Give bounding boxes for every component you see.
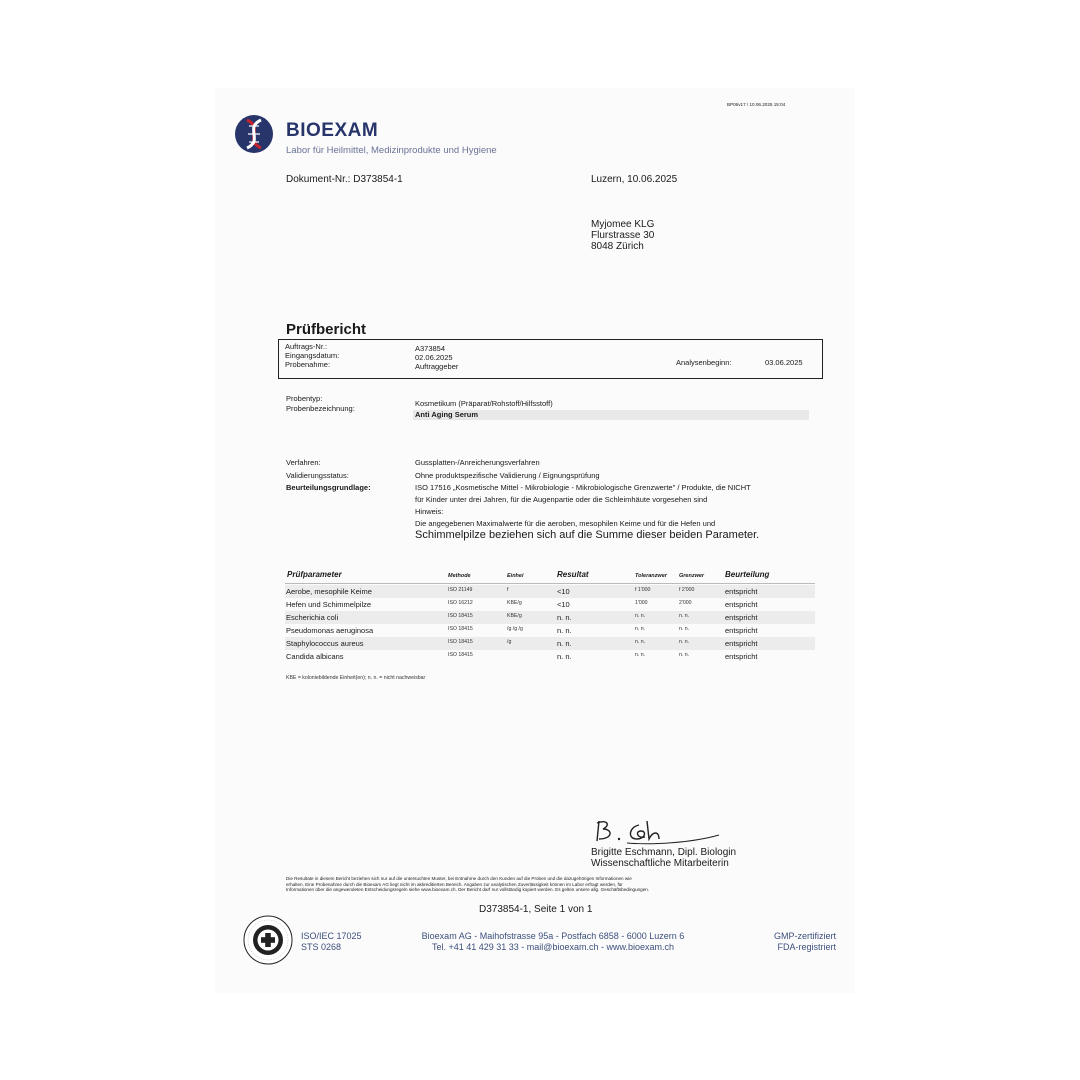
order-value: A373854 — [415, 344, 446, 353]
cell-tolerance: f 1'000 — [635, 587, 651, 593]
cell-unit: /g /g /g — [507, 626, 523, 632]
cell-assessment: entspricht — [725, 652, 758, 661]
document-number: Dokument-Nr.: D373854-1 — [286, 174, 403, 185]
accreditation-info — [301, 931, 362, 953]
fda-label: FDA-registriert — [777, 942, 836, 952]
signature-block — [591, 847, 736, 869]
sampling-value: Auftraggeber — [415, 362, 459, 371]
recipient-line: Myjomee KLG — [591, 219, 655, 230]
table-row — [285, 637, 815, 650]
cell-limit: n. n. — [679, 613, 690, 619]
cell-method: ISO 21149 — [448, 587, 473, 593]
sample-type-label: Probentyp: — [286, 394, 323, 403]
cell-parameter: Pseudomonas aeruginosa — [286, 626, 374, 635]
sampling-label: Probenahme: — [285, 360, 331, 369]
header-parameter: Prüfparameter — [287, 570, 342, 579]
signer-name: Brigitte Eschmann, Dipl. Biologin — [591, 847, 737, 858]
cell-limit: n. n. — [679, 652, 690, 658]
basis-text: für Kinder unter drei Jahren, für die Augenpartie oder die Schleimhäute vorgesehen sind — [415, 495, 708, 504]
header-limit: Grenzwer — [679, 573, 705, 579]
accreditation-number: STS 0268 — [301, 942, 342, 952]
page-info: D373854-1, Seite 1 von 1 — [479, 904, 593, 915]
cell-result: <10 — [557, 600, 570, 609]
recipient-line: 8048 Zürich — [591, 241, 644, 252]
place-date: Luzern, 10.06.2025 — [591, 174, 678, 185]
address-line: Bioexam AG - Maihofstrasse 95a - Postfach 6858 - 6000 Luzern 6 — [421, 931, 685, 941]
certifications — [735, 931, 836, 953]
cell-assessment: entspricht — [725, 639, 758, 648]
report-title: Prüfbericht — [286, 321, 367, 338]
received-value: 02.06.2025 — [415, 353, 453, 362]
cell-result: <10 — [557, 587, 570, 596]
note-text: Schimmelpilze beziehen sich auf die Summe dieser beiden Parameter. — [415, 529, 760, 541]
cell-parameter: Hefen und Schimmelpilze — [286, 600, 372, 609]
table-row — [285, 650, 815, 663]
note-text: Die angegebenen Maximalwerte für die aeroben, mesophilen Keime und für die Hefen und — [415, 519, 716, 528]
recipient-address — [591, 219, 654, 252]
cell-parameter: Staphylococcus aureus — [286, 639, 364, 648]
cell-limit: 2'000 — [679, 600, 692, 606]
company-subtitle: Labor für Heilmittel, Medizinprodukte und Hygiene — [286, 145, 497, 156]
cell-method: ISO 18415 — [448, 613, 473, 619]
cell-result: n. n. — [557, 626, 572, 635]
accreditation-norm: ISO/IEC 17025 — [301, 931, 362, 941]
cell-method: ISO 16212 — [448, 600, 473, 606]
table-row — [285, 598, 815, 611]
procedure-label: Verfahren: — [286, 458, 321, 467]
cell-assessment: entspricht — [725, 626, 758, 635]
contact-line: Tel. +41 41 429 31 33 - mail@bioexam.ch - www.bioexam.ch — [431, 942, 674, 952]
cell-limit: n. n. — [679, 639, 690, 645]
procedure-value: Gussplatten-/Anreicherungsverfahren — [415, 458, 540, 467]
cell-parameter: Aerobe, mesophile Keime — [286, 587, 372, 596]
header-unit: Einhei — [507, 573, 524, 579]
disclaimer-line: erhalten. Eine Probenahme durch die Bioexam AG liegt nicht im akkreditierten Bereich. Angaben zur analytischen Zuverlässigkeit können im Labor erfragt werden, für — [286, 881, 623, 887]
order-info-box — [278, 339, 823, 379]
cell-assessment: entspricht — [725, 613, 758, 622]
cell-unit: KBE/g — [507, 600, 522, 606]
note-label: Hinweis: — [415, 507, 444, 516]
cell-result: n. n. — [557, 613, 572, 622]
results-table-header — [285, 568, 815, 584]
analysis-start-label: Analysenbeginn: — [676, 358, 732, 367]
validation-label: Validierungsstatus: — [286, 471, 349, 480]
table-legend: KBE = koloniebildende Einheit(en); n. n. = nicht nachweisbar — [286, 675, 426, 681]
cell-tolerance: 1'000 — [635, 600, 648, 606]
cell-result: n. n. — [557, 639, 572, 648]
cell-method: ISO 18415 — [448, 639, 473, 645]
header-assessment: Beurteilung — [725, 570, 770, 579]
cell-limit: n. n. — [679, 626, 690, 632]
company-name: BIOEXAM — [286, 120, 379, 141]
sample-name-label: Probenbezeichnung: — [286, 404, 355, 413]
recipient-line: Flurstrasse 30 — [591, 230, 655, 241]
cell-unit: f — [507, 587, 509, 593]
disclaimer-line: Die Resultate in diesem Bericht beziehen sich nur auf die untersuchten Muster, bei Entnahme durch den Kunden auf die Proben und die dazugehörigen Informationen wie — [286, 876, 632, 881]
cell-tolerance: n. n. — [635, 639, 646, 645]
gmp-label: GMP-zertifiziert — [773, 931, 836, 941]
cell-unit: /g — [507, 639, 512, 645]
signature-icon — [591, 815, 721, 847]
sample-type-value: Kosmetikum (Präparat/Rohstoff/Hilfsstoff) — [415, 399, 553, 408]
company-address — [389, 931, 717, 953]
cell-tolerance: n. n. — [635, 626, 646, 632]
table-row — [285, 624, 815, 637]
analysis-start-value: 03.06.2025 — [765, 358, 803, 367]
cell-tolerance: n. n. — [635, 613, 646, 619]
cell-parameter: Escherichia coli — [286, 613, 339, 622]
cell-assessment: entspricht — [725, 600, 758, 609]
version-stamp: BP06v17 / 10.06.2025 15:04 — [727, 102, 786, 107]
cell-result: n. n. — [557, 652, 572, 661]
order-values — [415, 344, 458, 371]
header-result: Resultat — [557, 570, 589, 579]
header-method: Methode — [448, 573, 471, 579]
disclaimer — [286, 876, 649, 893]
bioexam-logo-icon — [234, 114, 274, 154]
cell-assessment: entspricht — [725, 587, 758, 596]
accreditation-seal-icon — [243, 915, 293, 965]
table-row — [285, 611, 815, 624]
disclaimer-line: Informationen über die angewendeten Entscheidungsregeln siehe www.bioexam.ch. Der Bericht darf nur vollständig kopiert werden. Es gelten unsere allg. Geschäftsbedingungen. — [286, 887, 650, 893]
cell-method: ISO 18415 — [448, 652, 473, 658]
sample-name-value: Anti Aging Serum — [415, 410, 479, 419]
cell-tolerance: n. n. — [635, 652, 646, 658]
validation-value: Ohne produktspezifische Validierung / Eignungsprüfung — [415, 471, 600, 480]
cell-method: ISO 18415 — [448, 626, 473, 632]
order-labels — [285, 342, 339, 369]
basis-label: Beurteilungsgrundlage: — [286, 483, 371, 492]
signer-role: Wissenschaftliche Mitarbeiterin — [591, 858, 729, 869]
table-row — [285, 585, 815, 598]
report-page — [215, 88, 855, 993]
header-tolerance: Toleranzwer — [635, 573, 667, 579]
cell-parameter: Candida albicans — [286, 652, 344, 661]
cell-limit: f 2'000 — [679, 587, 695, 593]
basis-text: ISO 17516 „Kosmetische Mittel - Mikrobiologie - Mikrobiologische Grenzwerte" / Produkte, die NICHT — [415, 483, 751, 492]
order-label: Auftrags-Nr.: — [285, 342, 328, 351]
received-label: Eingangsdatum: — [285, 351, 340, 360]
cell-unit: KBE/g — [507, 613, 522, 619]
